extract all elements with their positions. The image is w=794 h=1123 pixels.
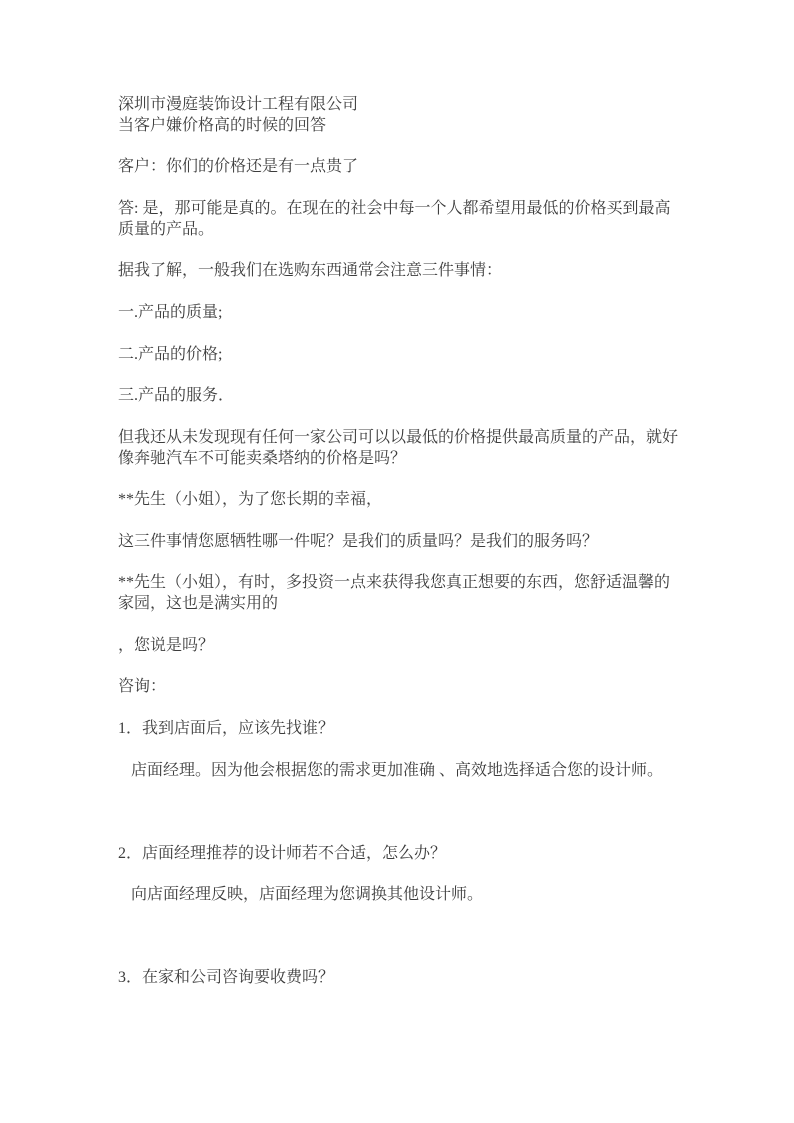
blank-line	[118, 137, 684, 158]
blank-line	[118, 698, 684, 719]
blank-line	[118, 823, 684, 844]
blank-line	[118, 615, 684, 636]
blank-line	[118, 469, 684, 490]
text-line: 1．我到店面后，应该先找谁？	[118, 719, 335, 737]
text-line: 当客户嫌价格高的时候的回答	[118, 116, 327, 134]
blank-line	[118, 553, 684, 574]
text-line: 3．在家和公司咨询要收费吗？	[118, 969, 335, 987]
blank-line	[118, 927, 684, 948]
text-line: 二.产品的价格;	[118, 345, 223, 363]
text-line: **先生（小姐），有时，多投资一点来获得我您真正想要的东西，您舒适温馨的	[118, 574, 671, 592]
blank-line	[118, 178, 684, 199]
blank-line	[118, 740, 684, 761]
blank-line	[118, 324, 684, 345]
blank-line	[118, 906, 684, 927]
blank-line	[118, 948, 684, 969]
text-line: 咨询：	[118, 678, 167, 696]
text-line: 一.产品的质量;	[118, 303, 223, 321]
blank-line	[118, 864, 684, 885]
text-line: 店面经理。因为他会根据您的需求更加准确 、高效地选择适合您的设计师。	[131, 761, 664, 779]
blank-line	[118, 407, 684, 428]
text-line: 向店面经理反映，店面经理为您调换其他设计师。	[131, 886, 484, 904]
text-line: 质量的产品。	[118, 220, 215, 238]
blank-line	[118, 802, 684, 823]
text-line: 家园，这也是满实用的	[118, 595, 279, 613]
text-line: 据我了解，一般我们在选购东西通常会注意三件事情：	[118, 262, 503, 280]
text-line: 深圳市漫庭装饰设计工程有限公司	[118, 96, 359, 113]
blank-line	[118, 657, 684, 678]
blank-line	[118, 781, 684, 802]
blank-line	[118, 511, 684, 532]
blank-line	[118, 365, 684, 386]
text-line: 答: 是，那可能是真的。在现在的社会中每一个人都希望用最低的价格买到最高	[118, 199, 671, 217]
text-line: 客户：你们的价格还是有一点贵了	[118, 158, 359, 176]
blank-line	[118, 241, 684, 262]
text-line: 三.产品的服务．	[118, 387, 235, 405]
blank-line	[118, 282, 684, 303]
text-line: ，您说是吗？	[118, 636, 215, 654]
text-line: 2．店面经理推荐的设计师若不合适，怎么办？	[118, 844, 447, 862]
text-line: 这三件事情您愿牺牲哪一件呢？是我们的质量吗？是我们的服务吗？	[118, 532, 599, 550]
text-line: **先生（小姐），为了您长期的幸福，	[118, 491, 383, 509]
document-page-content	[118, 95, 684, 989]
text-line: 但我还从未发现现有任何一家公司可以以最低的价格提供最高质量的产品，就好	[118, 428, 679, 446]
text-line: 像奔驰汽车不可能卖桑塔纳的价格是吗？	[118, 449, 407, 467]
